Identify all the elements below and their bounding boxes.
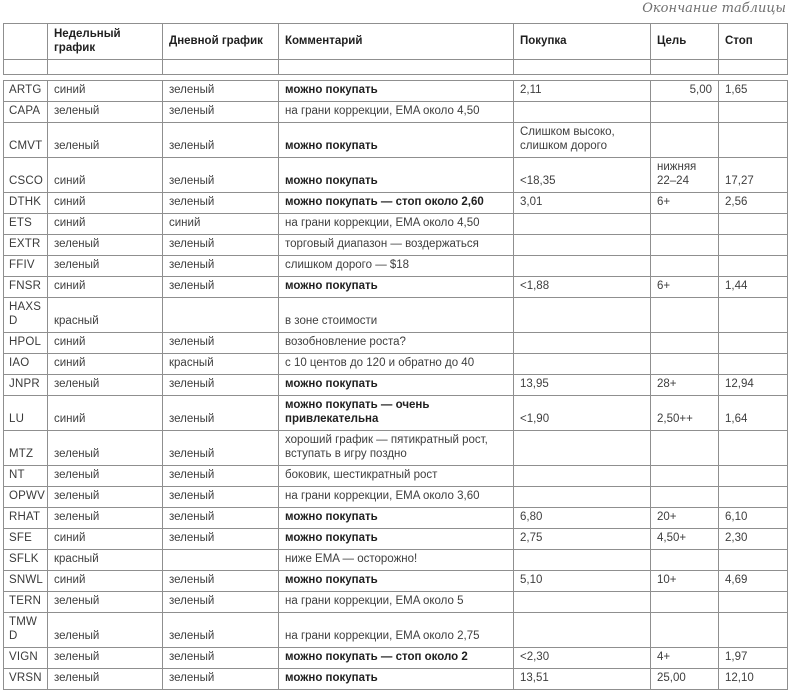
ticker-cell: SFLK (4, 550, 48, 571)
comment-cell: можно покупать (279, 123, 514, 158)
stop-cell: 1,97 (719, 648, 788, 669)
table-row-vign (4, 648, 788, 669)
buy-cell (514, 466, 651, 487)
stop-cell: 12,94 (719, 375, 788, 396)
stop-cell (719, 592, 788, 613)
daily-chart-cell: зеленый (163, 333, 279, 354)
ticker-cell: OPWV (4, 487, 48, 508)
table-row-iao (4, 354, 788, 375)
target-cell: нижняя 22–24 (651, 158, 719, 193)
buy-cell: 13,51 (514, 669, 651, 690)
target-cell (651, 487, 719, 508)
target-cell (651, 256, 719, 277)
ticker-cell: CMVT (4, 123, 48, 158)
daily-chart-cell: зеленый (163, 648, 279, 669)
stop-cell: 1,64 (719, 396, 788, 431)
weekly-chart-cell: зеленый (48, 466, 163, 487)
table-continuation-caption: Окончание таблицы (642, 1, 786, 16)
weekly-chart-cell: зеленый (48, 431, 163, 466)
column-header-buy: Покупка (514, 24, 651, 60)
table-row-dthk (4, 193, 788, 214)
table-row-ets (4, 214, 788, 235)
target-cell: 5,00 (651, 81, 719, 102)
column-header-weekly: Недельный график (48, 24, 163, 60)
table-row-artg (4, 81, 788, 102)
column-header-target: Цель (651, 24, 719, 60)
table-row-sflk (4, 550, 788, 571)
stop-cell (719, 123, 788, 158)
stop-cell (719, 550, 788, 571)
buy-cell (514, 214, 651, 235)
ticker-cell: MTZ (4, 431, 48, 466)
target-cell (651, 102, 719, 123)
comment-cell: на грани коррекции, EMA около 5 (279, 592, 514, 613)
daily-chart-cell: зеленый (163, 158, 279, 193)
daily-chart-cell: синий (163, 214, 279, 235)
table-row-hpol (4, 333, 788, 354)
daily-chart-cell: зеленый (163, 102, 279, 123)
weekly-chart-cell: красный (48, 298, 163, 333)
empty-cell (48, 60, 163, 75)
ticker-cell: FFIV (4, 256, 48, 277)
daily-chart-cell: зеленый (163, 508, 279, 529)
daily-chart-cell: красный (163, 354, 279, 375)
weekly-chart-cell: синий (48, 354, 163, 375)
ticker-cell: IAO (4, 354, 48, 375)
daily-chart-cell: зеленый (163, 431, 279, 466)
stop-cell: 1,44 (719, 277, 788, 298)
table-row-ffiv (4, 256, 788, 277)
stop-cell (719, 466, 788, 487)
weekly-chart-cell: зеленый (48, 487, 163, 508)
weekly-chart-cell: синий (48, 277, 163, 298)
target-cell: 4+ (651, 648, 719, 669)
table-body (4, 81, 788, 690)
header-row (4, 24, 788, 60)
comment-cell: на грани коррекции, EMA около 2,75 (279, 613, 514, 648)
daily-chart-cell: зеленый (163, 193, 279, 214)
stop-cell: 17,27 (719, 158, 788, 193)
ticker-cell: CAPA (4, 102, 48, 123)
weekly-chart-cell: зеленый (48, 102, 163, 123)
target-cell (651, 431, 719, 466)
column-header-daily: Дневной график (163, 24, 279, 60)
empty-spacer-row (4, 60, 788, 75)
ticker-cell: EXTR (4, 235, 48, 256)
table-row-rhat (4, 508, 788, 529)
table-row-haxsd (4, 298, 788, 333)
table-row-tern (4, 592, 788, 613)
weekly-chart-cell: синий (48, 333, 163, 354)
buy-cell: 13,95 (514, 375, 651, 396)
table-row-capa (4, 102, 788, 123)
comment-cell: возобновление роста? (279, 333, 514, 354)
table-row-sfe (4, 529, 788, 550)
table-row-opwv (4, 487, 788, 508)
ticker-cell: TMWD (4, 613, 48, 648)
target-cell (651, 466, 719, 487)
weekly-chart-cell: зеленый (48, 235, 163, 256)
weekly-chart-cell: синий (48, 571, 163, 592)
weekly-chart-cell: красный (48, 550, 163, 571)
stop-cell (719, 235, 788, 256)
buy-cell: <1,88 (514, 277, 651, 298)
target-cell: 4,50+ (651, 529, 719, 550)
daily-chart-cell: зеленый (163, 669, 279, 690)
target-cell: 20+ (651, 508, 719, 529)
buy-cell: <18,35 (514, 158, 651, 193)
comment-cell: можно покупать (279, 669, 514, 690)
empty-cell (163, 60, 279, 75)
buy-cell: 3,01 (514, 193, 651, 214)
comment-cell: боковик, шестикратный рост (279, 466, 514, 487)
table-row-csco (4, 158, 788, 193)
daily-chart-cell: зеленый (163, 466, 279, 487)
column-header-comment: Комментарий (279, 24, 514, 60)
stocks-table (3, 80, 788, 690)
ticker-cell: TERN (4, 592, 48, 613)
weekly-chart-cell: зеленый (48, 592, 163, 613)
weekly-chart-cell: зеленый (48, 123, 163, 158)
comment-cell: можно покупать (279, 158, 514, 193)
buy-cell: <1,90 (514, 396, 651, 431)
target-cell: 6+ (651, 193, 719, 214)
buy-cell (514, 592, 651, 613)
daily-chart-cell: зеленый (163, 487, 279, 508)
buy-cell: 5,10 (514, 571, 651, 592)
daily-chart-cell: зеленый (163, 375, 279, 396)
ticker-cell: ARTG (4, 81, 48, 102)
empty-cell (719, 60, 788, 75)
target-cell (651, 613, 719, 648)
stop-cell: 12,10 (719, 669, 788, 690)
target-cell (651, 592, 719, 613)
daily-chart-cell: зеленый (163, 529, 279, 550)
weekly-chart-cell: синий (48, 158, 163, 193)
stop-cell (719, 214, 788, 235)
buy-cell: 6,80 (514, 508, 651, 529)
table-header-block (3, 23, 788, 75)
comment-cell: хороший график — пятикратный рост, вступать в игру поздно (279, 431, 514, 466)
comment-cell: с 10 центов до 120 и обратно до 40 (279, 354, 514, 375)
buy-cell (514, 550, 651, 571)
weekly-chart-cell: зеленый (48, 375, 163, 396)
comment-cell: на грани коррекции, EMA около 3,60 (279, 487, 514, 508)
weekly-chart-cell: зеленый (48, 669, 163, 690)
table-row-snwl (4, 571, 788, 592)
table-row-lu (4, 396, 788, 431)
table-row-extr (4, 235, 788, 256)
weekly-chart-cell: синий (48, 193, 163, 214)
daily-chart-cell (163, 550, 279, 571)
daily-chart-cell: зеленый (163, 81, 279, 102)
daily-chart-cell (163, 298, 279, 333)
comment-cell: ниже EMA — осторожно! (279, 550, 514, 571)
target-cell: 6+ (651, 277, 719, 298)
ticker-cell: JNPR (4, 375, 48, 396)
target-cell (651, 298, 719, 333)
comment-cell: можно покупать — стоп около 2,60 (279, 193, 514, 214)
empty-cell (279, 60, 514, 75)
stop-cell (719, 431, 788, 466)
empty-cell (651, 60, 719, 75)
target-cell: 28+ (651, 375, 719, 396)
ticker-cell: FNSR (4, 277, 48, 298)
comment-cell: можно покупать (279, 81, 514, 102)
empty-cell (514, 60, 651, 75)
buy-cell (514, 354, 651, 375)
daily-chart-cell: зеленый (163, 396, 279, 431)
stop-cell: 2,56 (719, 193, 788, 214)
ticker-cell: VRSN (4, 669, 48, 690)
table-row-vrsn (4, 669, 788, 690)
stop-cell (719, 102, 788, 123)
table-row-fnsr (4, 277, 788, 298)
buy-cell: 2,75 (514, 529, 651, 550)
ticker-cell: SFE (4, 529, 48, 550)
ticker-cell: HPOL (4, 333, 48, 354)
daily-chart-cell: зеленый (163, 123, 279, 158)
ticker-cell: HAXSD (4, 298, 48, 333)
buy-cell (514, 487, 651, 508)
ticker-cell: SNWL (4, 571, 48, 592)
buy-cell (514, 613, 651, 648)
daily-chart-cell: зеленый (163, 235, 279, 256)
comment-cell: можно покупать (279, 508, 514, 529)
target-cell: 25,00 (651, 669, 719, 690)
buy-cell: Слишком высоко, слишком дорого (514, 123, 651, 158)
comment-cell: можно покупать (279, 529, 514, 550)
weekly-chart-cell: зеленый (48, 508, 163, 529)
stop-cell (719, 333, 788, 354)
weekly-chart-cell: синий (48, 396, 163, 431)
target-cell: 10+ (651, 571, 719, 592)
buy-cell (514, 431, 651, 466)
weekly-chart-cell: зеленый (48, 648, 163, 669)
target-cell (651, 333, 719, 354)
comment-cell: можно покупать (279, 277, 514, 298)
weekly-chart-cell: синий (48, 529, 163, 550)
ticker-cell: CSCO (4, 158, 48, 193)
daily-chart-cell: зеленый (163, 592, 279, 613)
comment-cell: на грани коррекции, EMA около 4,50 (279, 214, 514, 235)
weekly-chart-cell: зеленый (48, 613, 163, 648)
stop-cell: 1,65 (719, 81, 788, 102)
column-header-stop: Стоп (719, 24, 788, 60)
weekly-chart-cell: зеленый (48, 256, 163, 277)
ticker-cell: LU (4, 396, 48, 431)
buy-cell (514, 256, 651, 277)
comment-cell: можно покупать — очень привлекательна (279, 396, 514, 431)
comment-cell: можно покупать (279, 571, 514, 592)
stop-cell: 2,30 (719, 529, 788, 550)
daily-chart-cell: зеленый (163, 277, 279, 298)
buy-cell (514, 102, 651, 123)
table-row-jnpr (4, 375, 788, 396)
stop-cell (719, 354, 788, 375)
comment-cell: на грани коррекции, EMA около 4,50 (279, 102, 514, 123)
comment-cell: торговый диапазон — воздержаться (279, 235, 514, 256)
ticker-cell: ETS (4, 214, 48, 235)
ticker-cell: NT (4, 466, 48, 487)
comment-cell: можно покупать — стоп около 2 (279, 648, 514, 669)
target-cell (651, 550, 719, 571)
buy-cell (514, 333, 651, 354)
column-header-ticker (4, 24, 48, 60)
daily-chart-cell: зеленый (163, 256, 279, 277)
stop-cell (719, 487, 788, 508)
buy-cell: 2,11 (514, 81, 651, 102)
comment-cell: слишком дорого — $18 (279, 256, 514, 277)
weekly-chart-cell: синий (48, 81, 163, 102)
ticker-cell: DTHK (4, 193, 48, 214)
stop-cell: 6,10 (719, 508, 788, 529)
daily-chart-cell: зеленый (163, 613, 279, 648)
target-cell (651, 235, 719, 256)
target-cell (651, 354, 719, 375)
stop-cell (719, 613, 788, 648)
table-row-tmwd (4, 613, 788, 648)
buy-cell (514, 298, 651, 333)
ticker-cell: VIGN (4, 648, 48, 669)
comment-cell: можно покупать (279, 375, 514, 396)
stop-cell (719, 298, 788, 333)
table-row-mtz (4, 431, 788, 466)
target-cell (651, 214, 719, 235)
buy-cell (514, 235, 651, 256)
empty-cell (4, 60, 48, 75)
buy-cell: <2,30 (514, 648, 651, 669)
comment-cell: в зоне стоимости (279, 298, 514, 333)
stop-cell: 4,69 (719, 571, 788, 592)
target-cell (651, 123, 719, 158)
table-row-cmvt (4, 123, 788, 158)
table-row-nt (4, 466, 788, 487)
weekly-chart-cell: синий (48, 214, 163, 235)
stop-cell (719, 256, 788, 277)
target-cell: 2,50++ (651, 396, 719, 431)
daily-chart-cell: зеленый (163, 571, 279, 592)
ticker-cell: RHAT (4, 508, 48, 529)
